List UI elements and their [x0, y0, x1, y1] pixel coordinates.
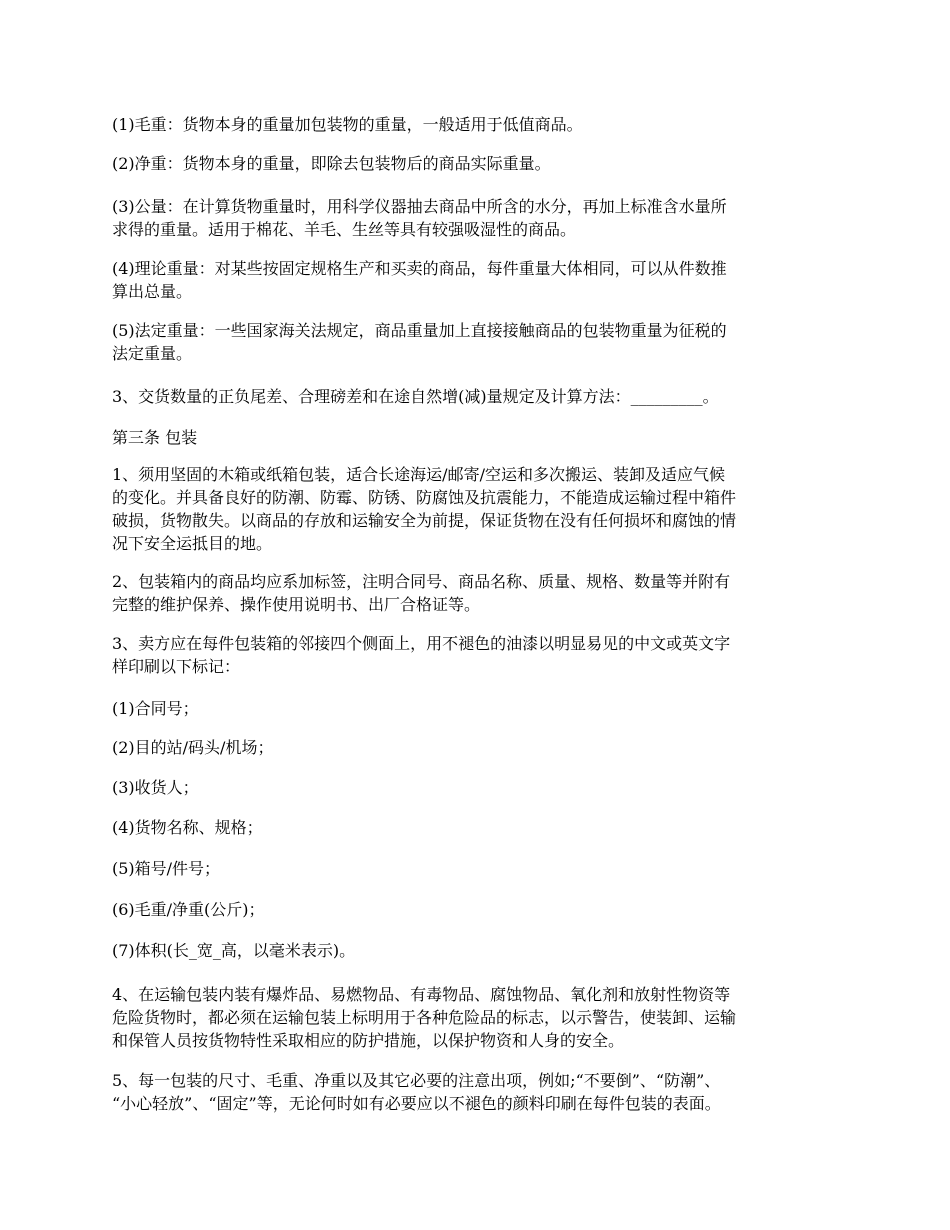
text-line: 3、卖方应在每件包装箱的邻接四个侧面上，用不褪色的油漆以明显易见的中文或英文字 — [112, 634, 731, 653]
text-line: (4)理论重量：对某些按固定规格生产和买卖的商品，每件重量大体相同，可以从件数推 — [112, 259, 727, 278]
text-line: “小心轻放”、“固定”等，无论何时如有必要应以不褪色的颜料印刷在每件包装的表面。 — [112, 1094, 721, 1113]
list-item-consignee — [112, 776, 842, 799]
text-line: (7)体积(长_宽_高，以毫米表示)。 — [112, 941, 356, 960]
text-line: (2)净重：货物本身的重量，即除去包装物后的商品实际重量。 — [112, 154, 551, 173]
list-item-weight — [112, 898, 842, 921]
text-line: (5)法定重量：一些国家海关法规定，商品重量加上直接接触商品的包装物重量为征税的 — [112, 321, 727, 340]
text-line: (4)货物名称、规格； — [112, 818, 263, 837]
text-line: 和保管人员按货物特性采取相应的防护措施，以保护物资和人身的安全。 — [112, 1031, 625, 1050]
paragraph-conditioned-weight — [112, 195, 842, 241]
paragraph-net-weight — [112, 152, 842, 175]
paragraph-packing-1 — [112, 463, 842, 555]
text-line: 完整的维护保养、操作使用说明书、出厂合格证等。 — [112, 595, 481, 614]
text-line: 危险货物时，都必须在运输包装上标明用于各种危险品的标志，以示警告，使装卸、运输 — [112, 1008, 737, 1027]
paragraph-packing-4 — [112, 983, 842, 1052]
text-line: 3、交货数量的正负尾差、合理磅差和在途自然增(减)量规定及计算方法：_________。 — [112, 387, 719, 406]
list-item-goods-name — [112, 816, 842, 839]
text-line: 法定重量。 — [112, 344, 193, 363]
text-line: (3)公量：在计算货物重量时，用科学仪器抽去商品中所含的水分，再加上标准含水量所 — [112, 197, 727, 216]
paragraph-packing-5 — [112, 1069, 842, 1115]
text-line: (5)箱号/件号； — [112, 859, 221, 878]
section-heading-packing — [112, 426, 842, 449]
text-line: 况下安全运抵目的地。 — [112, 534, 273, 553]
text-line: 第三条 包装 — [112, 428, 198, 447]
paragraph-packing-2 — [112, 570, 842, 616]
text-line: (6)毛重/净重(公斤)； — [112, 900, 265, 919]
text-line: 样印刷以下标记： — [112, 657, 241, 676]
text-line: 破损，货物散失。以商品的存放和运输安全为前提，保证货物在没有任何损坏和腐蚀的情 — [112, 511, 737, 530]
text-line: 4、在运输包装内装有爆炸品、易燃物品、有毒物品、腐蚀物品、氧化剂和放射性物资等 — [112, 985, 731, 1004]
text-line: 2、包装箱内的商品均应系加标签，注明合同号、商品名称、质量、规格、数量等并附有 — [112, 572, 731, 591]
list-item-volume — [112, 939, 842, 962]
paragraph-quantity-tolerance — [112, 385, 842, 408]
list-item-destination — [112, 736, 842, 759]
text-line: 5、每一包装的尺寸、毛重、净重以及其它必要的注意出项，例如;“不要倒”、“防潮”、 — [112, 1071, 721, 1090]
paragraph-legal-weight — [112, 319, 842, 365]
list-item-contract-no — [112, 697, 842, 720]
text-line: (2)目的站/码头/机场； — [112, 738, 274, 757]
text-line: 求得的重量。适用于棉花、羊毛、生丝等具有较强吸湿性的商品。 — [112, 220, 577, 239]
paragraph-theoretical-weight — [112, 257, 842, 303]
text-line: (1)毛重：货物本身的重量加包装物的重量，一般适用于低值商品。 — [112, 115, 583, 134]
text-line: 的变化。并具备良好的防潮、防霉、防锈、防腐蚀及抗震能力，不能造成运输过程中箱件 — [112, 488, 737, 507]
text-line: 1、须用坚固的木箱或纸箱包装，适合长途海运/邮寄/空运和多次搬运、装卸及适应气候 — [112, 465, 725, 484]
text-line: 算出总量。 — [112, 282, 193, 301]
text-line: (1)合同号； — [112, 699, 199, 718]
list-item-case-number — [112, 857, 842, 880]
paragraph-packing-3 — [112, 632, 842, 678]
paragraph-gross-weight — [112, 113, 842, 136]
text-line: (3)收货人； — [112, 778, 199, 797]
